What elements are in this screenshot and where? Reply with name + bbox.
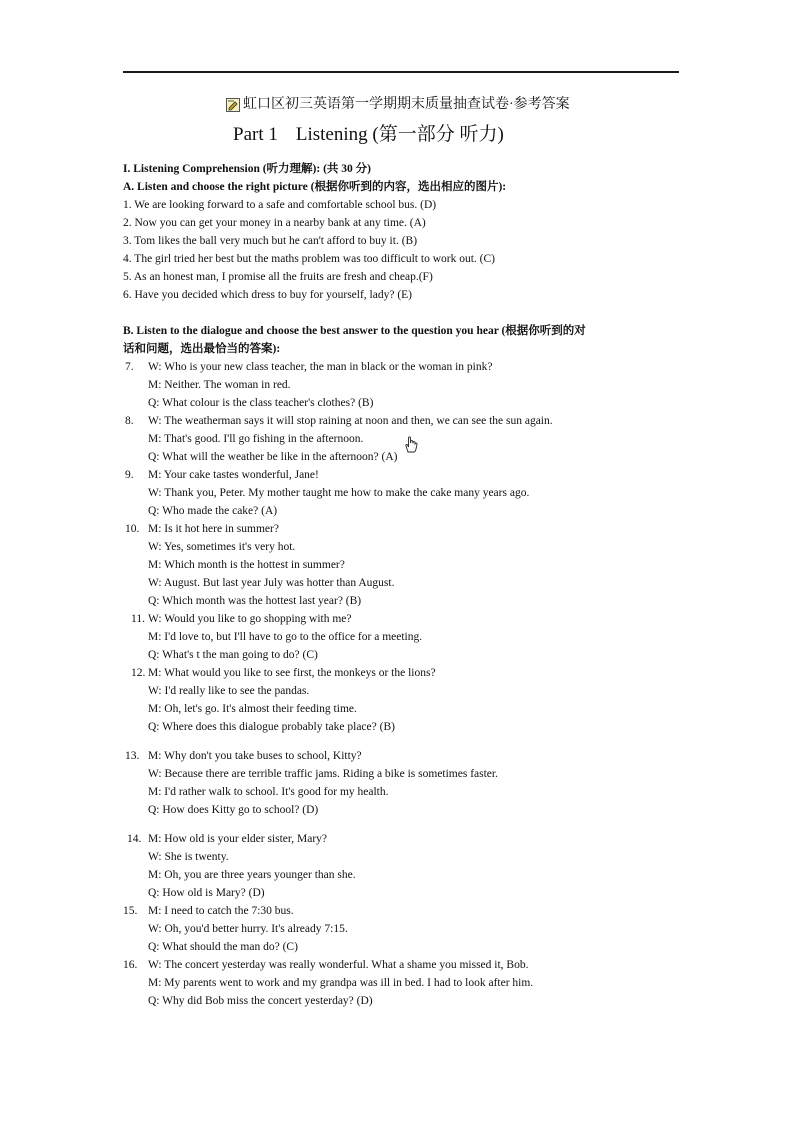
dialogue-line: W: Would you like to go shopping with me? <box>148 613 352 625</box>
dialogue-number: 12. <box>131 667 146 679</box>
list-item: 4. The girl tried her best but the maths problem was too difficult to work out. (C) <box>123 253 495 265</box>
dialogue-number: 15. <box>123 905 138 917</box>
dialogue-question: Q: Where does this dialogue probably take place? (B) <box>148 721 395 733</box>
dialogue-number: 10. <box>125 523 140 535</box>
dialogue-line: M: Why don't you take buses to school, Kitty? <box>148 750 362 762</box>
dialogue-line: M: Your cake tastes wonderful, Jane! <box>148 469 319 481</box>
dialogue-line: M: Which month is the hottest in summer? <box>148 559 345 571</box>
dialogue-line: W: I'd really like to see the pandas. <box>148 685 310 697</box>
dialogue-line: M: How old is your elder sister, Mary? <box>148 833 328 845</box>
dialogue-line: M: That's good. I'll go fishing in the afternoon. <box>148 433 364 445</box>
dialogue-line: W: Because there are terrible traffic jams. Riding a bike is sometimes faster. <box>148 768 498 780</box>
document-title <box>226 96 570 114</box>
dialogue-line: W: Yes, sometimes it's very hot. <box>148 541 296 553</box>
dialogue-number: 16. <box>123 959 138 971</box>
dialogue-question: Q: How old is Mary? (D) <box>148 887 265 899</box>
dialogue-line: W: August. But last year July was hotter than August. <box>148 577 395 589</box>
dialogue-line: M: Is it hot here in summer? <box>148 523 279 535</box>
list-item: 3. Tom likes the ball very much but he can't afford to buy it. (B) <box>123 235 418 247</box>
dialogue-line: W: Oh, you'd better hurry. It's already 7:15. <box>148 923 348 935</box>
document-edit-icon <box>226 98 240 112</box>
document-title-text: 虹口区初三英语第一学期期末质量抽查试卷·参考答案 <box>243 97 570 112</box>
dialogue-question: Q: What colour is the class teacher's clothes? (B) <box>148 397 374 409</box>
section-heading: I. Listening Comprehension (听力理解): (共 30 分) <box>123 163 372 175</box>
dialogue-line: M: I'd love to, but I'll have to go to the office for a meeting. <box>148 631 423 643</box>
list-item: 5. As an honest man, I promise all the fruits are fresh and cheap.(F) <box>123 271 433 283</box>
part-label: Part 1 <box>233 124 278 145</box>
dialogue-line: M: Neither. The woman in red. <box>148 379 291 391</box>
dialogue-line: M: Oh, let's go. It's almost their feeding time. <box>148 703 357 715</box>
top-rule <box>123 71 679 73</box>
part-name: Listening (第一部分 听力) <box>295 124 504 145</box>
dialogue-line: M: My parents went to work and my grandpa was ill in bed. I had to look after him. <box>148 977 534 989</box>
dialogue-question: Q: What will the weather be like in the afternoon? (A) <box>148 451 398 463</box>
dialogue-line: M: What would you like to see first, the monkeys or the lions? <box>148 667 436 679</box>
dialogue-line: M: Oh, you are three years younger than she. <box>148 869 356 881</box>
dialogue-line: W: Thank you, Peter. My mother taught me how to make the cake many years ago. <box>148 487 530 499</box>
dialogue-question: Q: Who made the cake? (A) <box>148 505 278 517</box>
dialogue-question: Q: How does Kitty go to school? (D) <box>148 804 319 816</box>
subsection-b-heading-cont: 话和问题，选出最恰当的答案): <box>123 343 281 355</box>
list-item: 2. Now you can get your money in a nearby bank at any time. (A) <box>123 217 426 229</box>
dialogue-question: Q: Which month was the hottest last year? (B) <box>148 595 362 607</box>
dialogue-line: W: Who is your new class teacher, the man in black or the woman in pink? <box>148 361 493 373</box>
subsection-b-heading: B. Listen to the dialogue and choose the best answer to the question you hear (根据你听到的对 <box>123 325 586 337</box>
dialogue-number: 9. <box>125 469 134 481</box>
dialogue-number: 7. <box>125 361 134 373</box>
dialogue-number: 14. <box>127 833 142 845</box>
dialogue-question: Q: What should the man do? (C) <box>148 941 298 953</box>
list-item: 1. We are looking forward to a safe and comfortable school bus. (D) <box>123 199 437 211</box>
part-title <box>233 123 504 147</box>
dialogue-line: M: I'd rather walk to school. It's good for my health. <box>148 786 389 798</box>
dialogue-line: M: I need to catch the 7:30 bus. <box>148 905 294 917</box>
dialogue-line: W: She is twenty. <box>148 851 229 863</box>
hand-cursor-icon <box>402 434 420 454</box>
dialogue-number: 11. <box>131 613 145 625</box>
dialogue-question: Q: Why did Bob miss the concert yesterday? (D) <box>148 995 373 1007</box>
dialogue-question: Q: What's t the man going to do? (C) <box>148 649 318 661</box>
dialogue-line: W: The concert yesterday was really wonderful. What a shame you missed it, Bob. <box>148 959 529 971</box>
dialogue-number: 13. <box>125 750 140 762</box>
dialogue-line: W: The weatherman says it will stop raining at noon and then, we can see the sun again. <box>148 415 553 427</box>
dialogue-number: 8. <box>125 415 134 427</box>
subsection-a-heading: A. Listen and choose the right picture (根据你听到的内容，选出相应的图片): <box>123 181 507 193</box>
list-item: 6. Have you decided which dress to buy for yourself, lady? (E) <box>123 289 413 301</box>
